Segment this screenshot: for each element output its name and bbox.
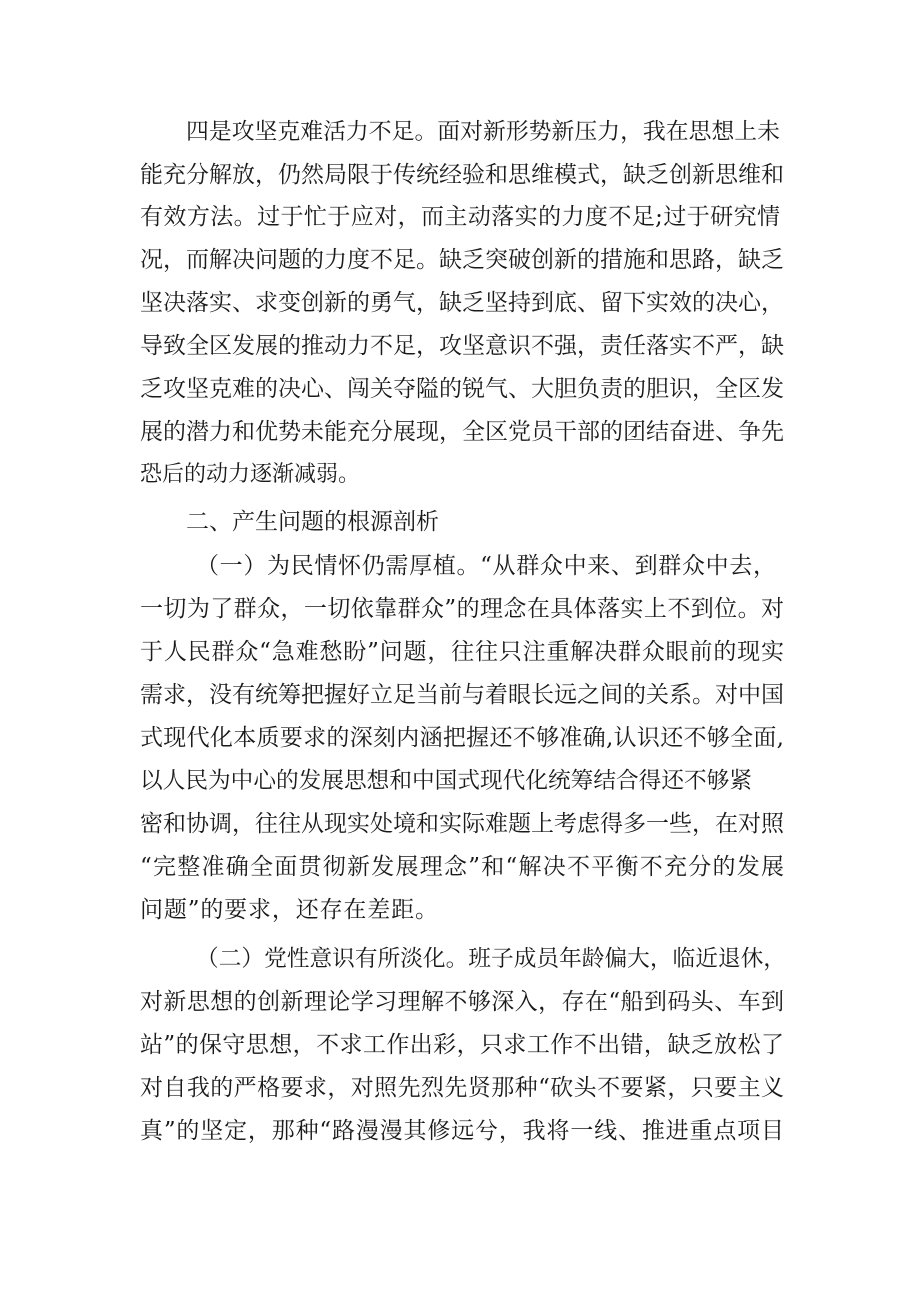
paragraph-line [0, 412, 920, 452]
paragraph-line [0, 112, 920, 152]
paragraph-text: 况，而解决问题的力度不足。缺乏突破创新的措施和思路，缺乏 [140, 247, 784, 273]
paragraph-line [0, 197, 920, 237]
paragraph-line [0, 240, 920, 280]
paragraph-line [0, 155, 920, 195]
paragraph-line [0, 632, 920, 672]
paragraph-text: 一切为了群众，一切依靠群众”的理念在具体落实上不到位。对 [140, 596, 784, 622]
paragraph-line [0, 1068, 920, 1108]
paragraph-text: 于人民群众“急难愁盼”问题，往往只注重解决群众眼前的现实 [140, 639, 784, 665]
paragraph-text: 导致全区发展的推动力不足，攻坚意识不强，责任落实不严，缺 [140, 333, 784, 359]
paragraph-line [0, 369, 920, 409]
paragraph-text: 以人民为中心的发展思想和中国式现代化统筹结合得还不够紧 [140, 768, 752, 794]
paragraph-text: 恐后的动力逐渐减弱。 [140, 462, 361, 487]
paragraph-line [0, 1111, 920, 1151]
section-heading-line [0, 502, 920, 542]
paragraph-line [0, 589, 920, 629]
paragraph-line [0, 804, 920, 844]
paragraph-text: （一）为民情怀仍需厚植。“从群众中来、到群众中去， [196, 553, 776, 579]
paragraph-line [0, 326, 920, 366]
paragraph-text: 展的潜力和优势未能充分展现，全区党员干部的团结奋进、争先 [140, 419, 784, 445]
paragraph-text: 式现代化本质要求的深刻内涵把握还不够准确,认识还不够全面, [140, 725, 784, 751]
paragraph-line [0, 890, 920, 930]
paragraph-text: 四是攻坚克难活力不足。面对新形势新压力，我在思想上未 [186, 119, 780, 145]
paragraph-line [0, 455, 920, 495]
paragraph-text: 乏攻坚克难的决心、闯关夺隘的锐气、大胆负责的胆识，全区发 [140, 376, 784, 402]
paragraph-line [0, 283, 920, 323]
paragraph-line [0, 939, 920, 979]
paragraph-text: 问题”的要求，还存在差距。 [140, 897, 438, 923]
paragraph-text: （二）党性意识有所淡化。班子成员年龄偏大，临近退休， [196, 946, 786, 972]
paragraph-line [0, 675, 920, 715]
paragraph-line [0, 1025, 920, 1065]
paragraph-line [0, 982, 920, 1022]
paragraph-text: 对自我的严格要求，对照先烈先贤那种“砍头不要紧，只要主义 [140, 1075, 784, 1101]
section-heading: 二、产生问题的根源剖析 [186, 509, 439, 535]
paragraph-text: 站”的保守思想，不求工作出彩，只求工作不出错，缺乏放松了 [140, 1032, 784, 1058]
paragraph-line [0, 847, 920, 887]
paragraph-line [0, 718, 920, 758]
paragraph-text: 对新思想的创新理论学习理解不够深入，存在“船到码头、车到 [140, 989, 784, 1015]
paragraph-line [0, 546, 920, 586]
paragraph-text: 需求，没有统筹把握好立足当前与着眼长远之间的关系。对中国 [140, 682, 784, 708]
paragraph-text: 真”的坚定，那种“路漫漫其修远兮，我将一线、推进重点项目 [140, 1118, 784, 1144]
paragraph-text: 能充分解放，仍然局限于传统经验和思维模式，缺乏创新思维和 [140, 162, 784, 188]
paragraph-text: 有效方法。过于忙于应对，而主动落实的力度不足;过于研究情 [140, 204, 780, 230]
paragraph-text: 密和协调，往往从现实处境和实际难题上考虑得多一些，在对照 [140, 811, 784, 837]
paragraph-line [0, 761, 920, 801]
paragraph-text: “完整准确全面贯彻新发展理念”和“解决不平衡不充分的发展 [140, 854, 784, 880]
paragraph-text: 坚决落实、求变创新的勇气，缺乏坚持到底、留下实效的决心， [140, 290, 784, 316]
